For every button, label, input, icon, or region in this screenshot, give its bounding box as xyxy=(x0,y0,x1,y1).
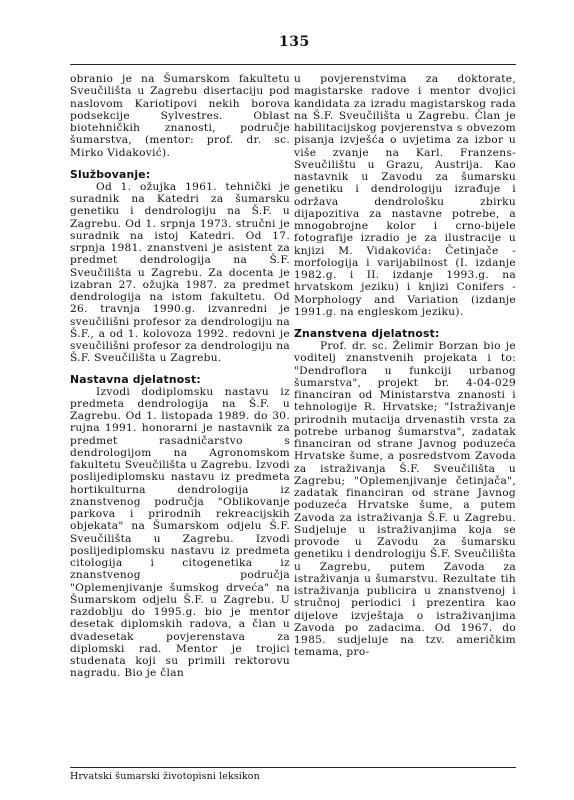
znanstvena-paragraph: Prof. dr. sc. Želimir Borzan bio je voditelj znanstvenih projekata i to: "Dendroflora u funkciji urbanog šumarstva", projekt br. 4-04-029 financiran od Ministarstva znanosti i tehnologije R. Hrvatske; "Istraživanje prirodnih mutacija drvenastih vrsta za potrebe urbanog šumarstva", zadatak financiran od strane Javnog poduzeća Hrvatske šume, a posredstvom Zavoda za istraživanja Š.F. Sveučilišta u Zagrebu; "Oplemenjivanje četinjača", zadatak financiran od strane Javnog poduzeća Hrvatske šume, a putem Zavoda za istraživanja Š.F. u Zagrebu. Sudjeluje u istraživanjima koja se provode u Zavodu za šumarsku genetiku i dendrologiju Š.F. Sveučilišta u Zagrebu, putem Zavoda za istraživanja u šumarstvu. Rezultate tih istraživanja publicira u znanstvenoj i stručnoj periodici i prezentira kao dijelove izvještaja o istraživanjima Zavoda po zadacima. Od 1967. do 1985. sudjeluje na tzv. američkim temama, pro- xyxy=(294,340,516,659)
page-number: 135 xyxy=(279,34,310,50)
sluzbovanje-paragraph: Od 1. ožujka 1961. tehnički je suradnik na Katedri za šumarsku genetiku i dendrologiju na Š.F. u Zagrebu. Od 1. srpnja 1973. stručni je suradnik na istoj Katedri. Od 17. srpnja 1981. znanstveni je asistent za predmet dendrologija na Š.F. Sveučilišta u Zagrebu. Za docenta je izabran 27. ožujka 1987. za predmet dendrologija na istom fakultetu. Od 26. travnja 1990.g. izvanredni je sveučilišni profesor za dendrologiju na Š.F., a od 1. kolovoza 1992. redovni je sveučilišni profesor za dendrologiju na Š.F. Sveučilišta u Zagrebu. xyxy=(70,180,290,365)
section-heading-sluzbovanje: Službovanje: xyxy=(70,167,151,181)
footer-title: Hrvatski šumarski životopisni leksikon xyxy=(70,771,260,782)
header-rule xyxy=(70,64,516,65)
section-heading-nastavna: Nastavna djelatnost: xyxy=(70,372,201,386)
left-column xyxy=(70,73,290,680)
nastavna-paragraph: Izvodi dodiplomsku nastavu iz predmeta dendrologija na Š.F. u Zagrebu. Od 1. listopada 1989. do 30. rujna 1991. honorarni je nastavnik za predmet rasadničarstvo s dendrologijom na Agronomskom fakultetu Sveučilišta u Zagrebu. Izvodi poslijediplomsku nastavu iz predmeta hortikulturna dendrologija iz znanstvenog područja "Oblikovanje parkova i prirodnih rekreacijskih objekata" na Šumarskom odjelu Š.F. Sveučilišta u Zagrebu. Izvodi poslijediplomsku nastavu iz predmeta citologija i citogenetika iz znanstvenog područja "Oplemenjivanje šumskog drveća" na Šumarskom odjelu Š.F. u Zagrebu. U razdoblju do 1995.g. bio je mentor desetak diplomskih radova, a član u dvadesetak povjerenstava za diplomski rad. Mentor je trojici studenata koji su primili rektorovu nagradu. Bio je član xyxy=(70,385,290,680)
footer-rule xyxy=(70,767,516,768)
section-heading-znanstvena: Znanstvena djelatnost: xyxy=(294,327,440,340)
right-column xyxy=(294,73,516,659)
povjerenstva-paragraph: u povjerenstvima za doktorate, magistarske radove i mentor dvojici kandidata za izradu magistarskog rada na Š.F. Sveučilišta u Zagrebu. Član je habilitacijskog povjerenstva s obvezom pisanja izvješća o uvjetima za izbor u više zvanje na Karl. Franzens-Sveučilištu u Grazu, Austrija. Kao nastavnik u Zavodu za šumarsku genetiku i dendrologiju izrađuje i održava dendrološku zbirku dijapozitiva za nastavne potrebe, a mnogobrojne kolor i crno-bijele fotografije izradio je za ilustracije u knjizi M. Vidakovića: Četinjače - morfologija i varijabilnost (I. izdanje 1982.g. i II. izdanje 1993.g. na hrvatskom jeziku) i knjizi Conifers - Morphology and Variation (izdanje 1991.g. na engleskom jeziku). xyxy=(294,73,516,318)
intro-paragraph: obranio je na Šumarskom fakultetu Sveučilišta u Zagrebu disertaciju pod naslovom Kariotipovi nekih borova podsekcije Sylvestres. Oblast biotehničkih znanosti, područje šumarstva, (mentor: prof. dr. sc. Mirko Vidaković). xyxy=(70,73,290,159)
